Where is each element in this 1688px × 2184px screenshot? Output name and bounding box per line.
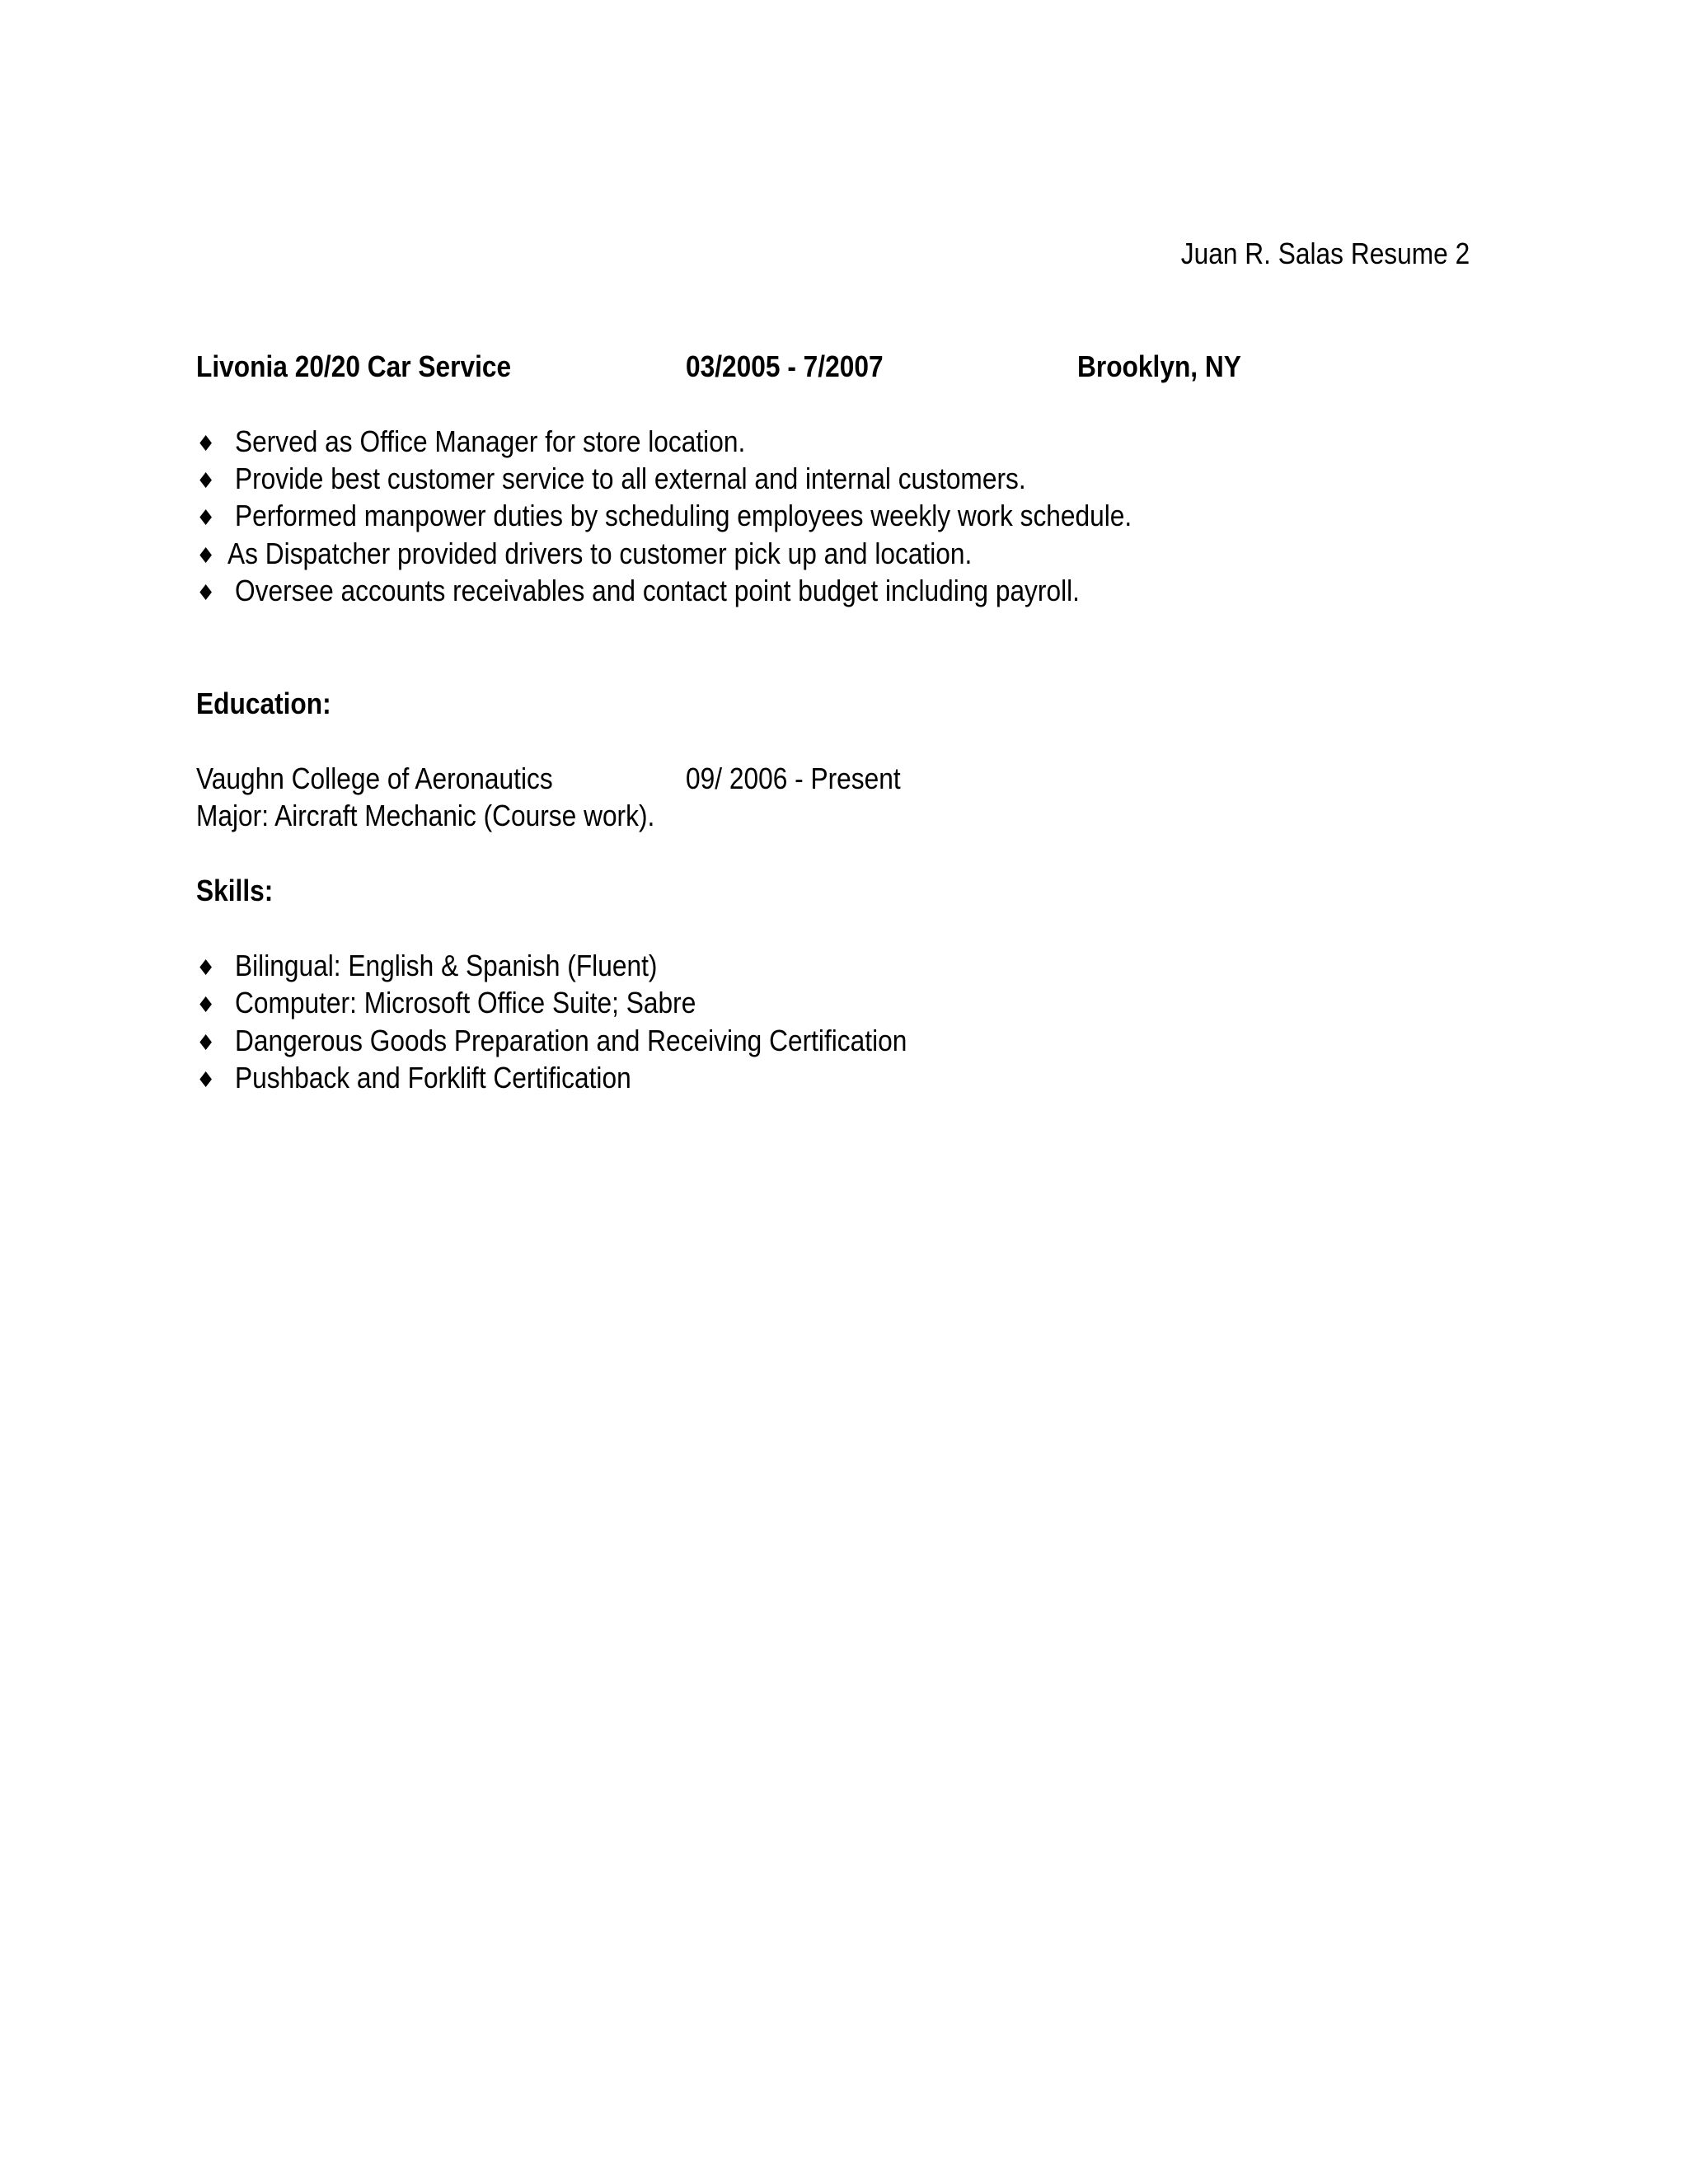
running-head: Juan R. Salas Resume 2: [1180, 237, 1470, 270]
diamond-bullet-icon: ♦: [196, 506, 216, 531]
diamond-bullet-icon: ♦: [196, 469, 216, 494]
duty-text: Provide best customer service to all external and internal customers.: [235, 462, 1026, 495]
duty-text: Performed manpower duties by scheduling employees weekly work schedule.: [235, 499, 1132, 532]
skill-text: Dangerous Goods Preparation and Receiving Certification: [235, 1024, 907, 1057]
education-dates: 09/ 2006 - Present: [686, 762, 901, 795]
duty-text: Served as Office Manager for store location.: [235, 424, 746, 458]
skill-text: Computer: Microsoft Office Suite; Sabre: [235, 986, 696, 1019]
duty-text: Oversee accounts receivables and contact point budget including payroll.: [235, 574, 1080, 607]
job-company: Livonia 20/20 Car Service: [196, 349, 512, 383]
duty-text: As Dispatcher provided drivers to customer pick up and location.: [227, 537, 973, 570]
education-heading: Education:: [196, 687, 331, 720]
skill-text: Bilingual: English & Spanish (Fluent): [235, 949, 658, 982]
diamond-bullet-icon: ♦: [196, 581, 216, 606]
job-dates: 03/2005 - 7/2007: [686, 349, 884, 383]
education-school: Vaughn College of Aeronautics: [196, 762, 553, 795]
diamond-bullet-icon: ♦: [196, 1031, 216, 1056]
job-location: Brooklyn, NY: [1077, 349, 1241, 383]
diamond-bullet-icon: ♦: [196, 956, 216, 981]
diamond-bullet-icon: ♦: [196, 1068, 216, 1093]
skill-text: Pushback and Forklift Certification: [235, 1061, 631, 1094]
diamond-bullet-icon: ♦: [196, 432, 216, 457]
diamond-bullet-icon: ♦: [196, 993, 216, 1018]
skills-heading: Skills:: [196, 874, 274, 907]
diamond-bullet-icon: ♦: [196, 544, 216, 569]
education-major: Major: Aircraft Mechanic (Course work).: [196, 799, 655, 832]
